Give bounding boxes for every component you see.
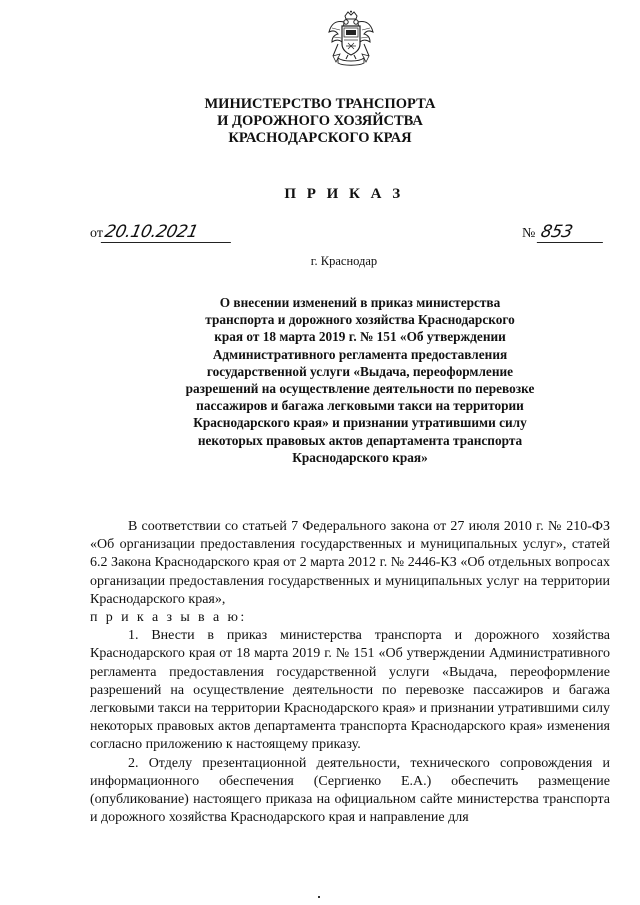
subject-line: транспорта и дорожного хозяйства Краснодарского [205,312,515,328]
number-value: 853 [537,222,607,243]
order-date [90,222,233,243]
order-title: П Р И К А З [284,186,404,202]
ministry-name [32,96,640,147]
order-item-2: 2. Отделу презентационной деятельности, технического сопровождения и информационного обеспечения (Сергиенко Е.А.) обеспечить размещение (опубликование) настоящего приказа на официальном сайте министерства транспорта и дорожного хозяйства Краснодарского края и направление для [90,755,610,826]
subject-line: разрешений на осуществление деятельности по перевозке [185,381,535,397]
ministry-line-3: КРАСНОДАРСКОГО КРАЯ [228,130,412,146]
subject-line: О внесении изменений в приказ министерства [219,295,501,310]
ministry-line-2: И ДОРОЖНОГО ХОЗЯЙСТВА [217,113,423,129]
coat-of-arms-icon [328,10,374,68]
subject-line: некоторых правовых актов департамента транспорта [197,432,523,448]
subject-line: Краснодарского края» и признании утратившими силу [193,415,527,431]
orders-word: п р и к а з ы в а ю: [90,610,247,626]
preamble-paragraph: В соответствии со статьей 7 Федерального закона от 27 июля 2010 г. № 210-ФЗ «Об организации предоставления государственных и муниципальных услуг», статей 6.2 Закона Краснодарского края от 2 марта 2012 г. № 2446-КЗ «Об отдельных вопросах организации предоставления государственных и муниципальных услуг на территории Краснодарского края», [90,519,610,607]
subject-line: государственной услуги «Выдача, переоформление [206,363,514,379]
order-body [90,518,610,827]
date-value: 20.10.2021 [101,222,235,243]
subject-line: пассажиров и багажа легковыми такси на территории [196,398,524,414]
city: г. Краснодар [310,254,378,268]
subject-line: Административного регламента предоставления [212,346,508,362]
subject-line: Краснодарского края» [292,449,428,465]
order-subject [180,294,540,466]
page-mark [318,896,320,898]
subject-line: края от 18 марта 2019 г. № 151 «Об утверждении [214,329,506,345]
ministry-line-1: МИНИСТЕРСТВО ТРАНСПОРТА [204,96,436,112]
order-item-1: 1. Внести в приказ министерства транспорта и дорожного хозяйства Краснодарского края от 18 марта 2019 г. № 151 «Об утверждении Административного регламента предоставления государственной услуги «Выдача, переоформление разрешений на осуществление деятельности по перевозке пассажиров и багажа легковыми такси на территории Краснодарского края» и признании утратившими силу некоторых правовых актов департамента транспорта Краснодарского края» изменения согласно приложению к настоящему приказу. [90,628,610,753]
number-prefix: № [522,226,536,241]
date-prefix: от [90,226,103,241]
order-number [522,222,605,243]
